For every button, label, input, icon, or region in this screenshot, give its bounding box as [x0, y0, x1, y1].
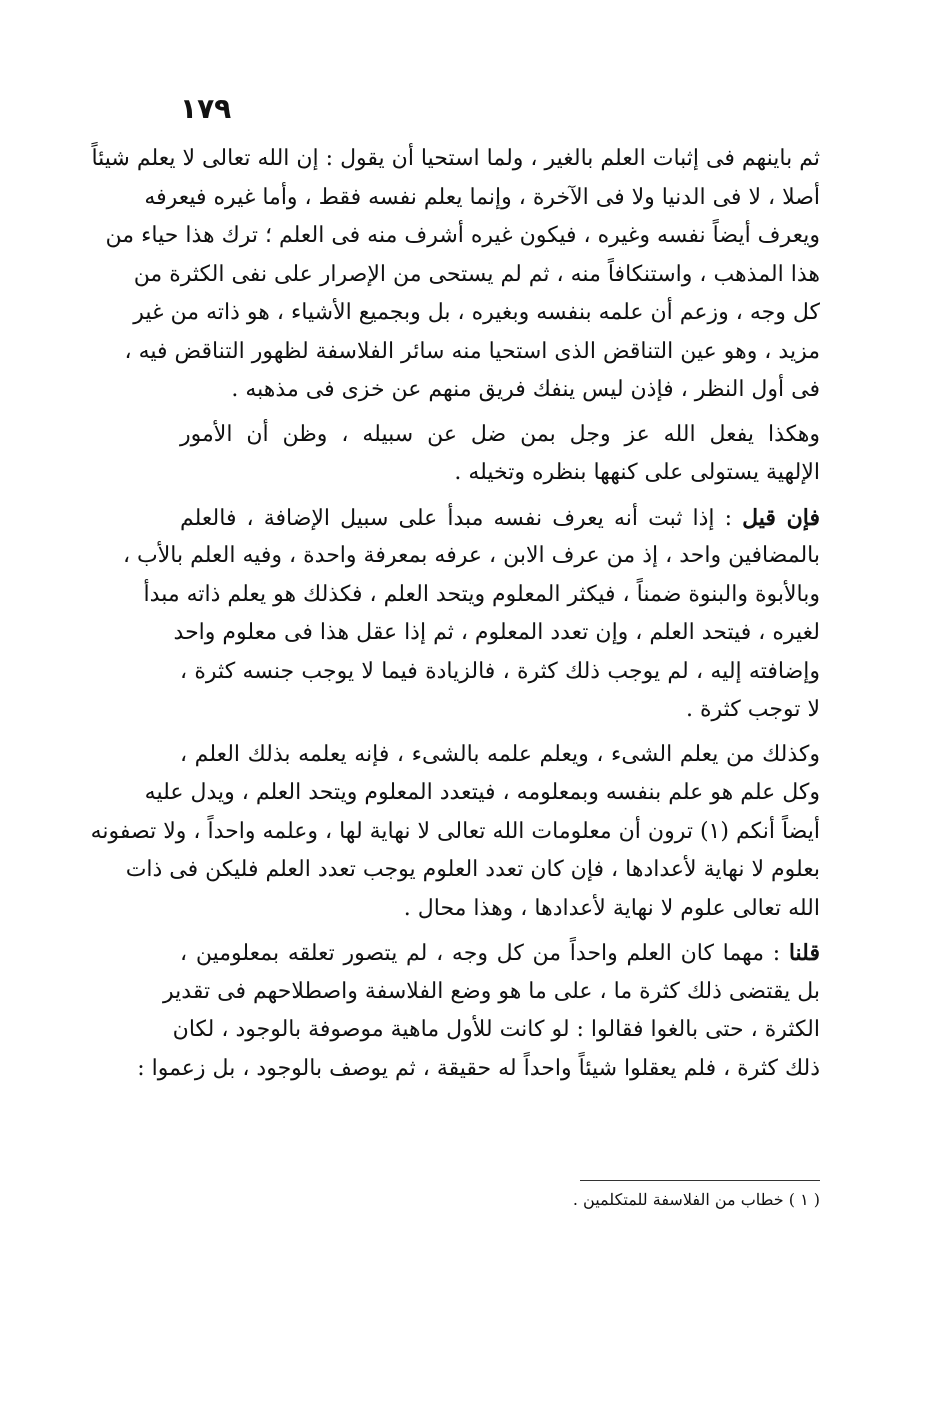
text-line: وكذلك من يعلم الشىء ، ويعلم علمه بالشىء ، فإنه يعلمه بذلك العلم ،	[180, 741, 820, 767]
text-line: الله تعالى علوم لا نهاية لأعدادها ، وهذا محال .	[403, 895, 820, 921]
footnote-divider	[580, 1180, 820, 1181]
text-line: مزيد ، وهو عين التناقض الذى استحيا منه سائر الفلاسفة لظهور التناقض فيه ،	[124, 338, 820, 364]
text-line: ثم باينهم فى إثبات العلم بالغير ، ولما استحيا أن يقول : إن الله تعالى لا يعلم شيئاً	[91, 146, 820, 171]
text-line: هذا المذهب ، واستنكافاً منه ، ثم لم يستحى من الإصرار على نفى الكثرة من	[133, 261, 820, 287]
text-line: ذلك كثرة ، فلم يعقلوا شيئاً واحداً له حقيقة ، ثم يوصف بالوجود ، بل زعموا :	[137, 1055, 820, 1081]
text-line: بالمضافين واحد ، إذ من عرف الابن ، عرفه بمعرفة واحدة ، وفيه العلم بالأب ،	[122, 543, 820, 568]
text-line: وبالأبوة والبنوة ضمناً ، فيكثر المعلوم ويتحد العلم ، فكذلك هو يعلم ذاته مبدأ	[143, 581, 820, 607]
line-rest: : إذا ثبت أنه يعرف نفسه مبدأ على سبيل الإضافة ، فالعلم	[180, 505, 743, 531]
paragraph	[137, 934, 820, 1088]
text-line: بل يقتضى ذلك كثرة ما ، على ما هو وضع الفلاسفة واصطلاحهم فى تقدير	[163, 978, 820, 1004]
text-line: وهكذا يفعل الله عز وجل بمن ضل عن سبيله ، وظن أن الأمور	[180, 421, 820, 447]
text-line: وكل علم هو علم بنفسه وبمعلومه ، فيتعدد المعلوم ويتحد العلم ، ويدل عليه	[144, 780, 820, 805]
page-number: ١٧٩	[180, 92, 232, 125]
lead-word: قلنا	[788, 940, 820, 966]
text-line: أصلا ، لا فى الدنيا ولا فى الآخرة ، وإنما يعلم نفسه فقط ، وأما غيره فيعرفه	[144, 184, 820, 210]
text-line: وإضافته إليه ، لم يوجب ذلك كثرة ، فالزيادة فيما لا يوجب جنسه كثرة ،	[180, 658, 820, 684]
paragraph	[90, 736, 820, 929]
paragraph	[122, 499, 821, 730]
text-line: الكثرة ، حتى بالغوا فقالوا : لو كانت للأول ماهية موصوفة بالوجود ، لكان	[172, 1017, 820, 1042]
text-line: فى أول النظر ، فإذن ليس ينفك فريق منهم عن خزى فى مذهبه .	[231, 377, 820, 402]
text-line: ويعرف أيضاً نفسه وغيره ، فيكون غيره أشرف منه فى العلم ؛ ترك هذا حياء من	[105, 223, 820, 248]
text-line	[180, 499, 820, 538]
text-line: لغيره ، فيتحد العلم ، وإن تعدد المعلوم ، ثم إذا عقل هذا فى معلوم واحد	[173, 620, 820, 645]
paragraph	[180, 416, 820, 493]
lead-word: فإن قيل	[742, 504, 821, 531]
text-line: بعلوم لا نهاية لأعدادها ، فإن كان تعدد العلوم يوجب تعدد العلم فليكن فى ذات	[125, 857, 820, 882]
text-line	[180, 934, 820, 973]
paragraph	[91, 140, 820, 410]
text-line: الإلهية يستولى على كنهها بنظره وتخيله .	[454, 460, 820, 485]
footnote: ( ١ ) خطاب من الفلاسفة للمتكلمين .	[572, 1190, 820, 1209]
text-line: لا توجب كثرة .	[686, 697, 820, 722]
body-text	[90, 140, 821, 1088]
text-line: كل وجه ، وزعم أن علمه بنفسه وبغيره ، بل وبجميع الأشياء ، هو ذاته من غير	[133, 300, 820, 325]
text-line: أيضاً أنكم (١) ترون أن معلومات الله تعالى لا نهاية لها ، وعلمه واحداً ، ولا تصفونه	[90, 818, 820, 844]
line-rest: : مهما كان العلم واحداً من كل وجه ، لم يتصور تعلقه بمعلومين ،	[180, 941, 789, 966]
